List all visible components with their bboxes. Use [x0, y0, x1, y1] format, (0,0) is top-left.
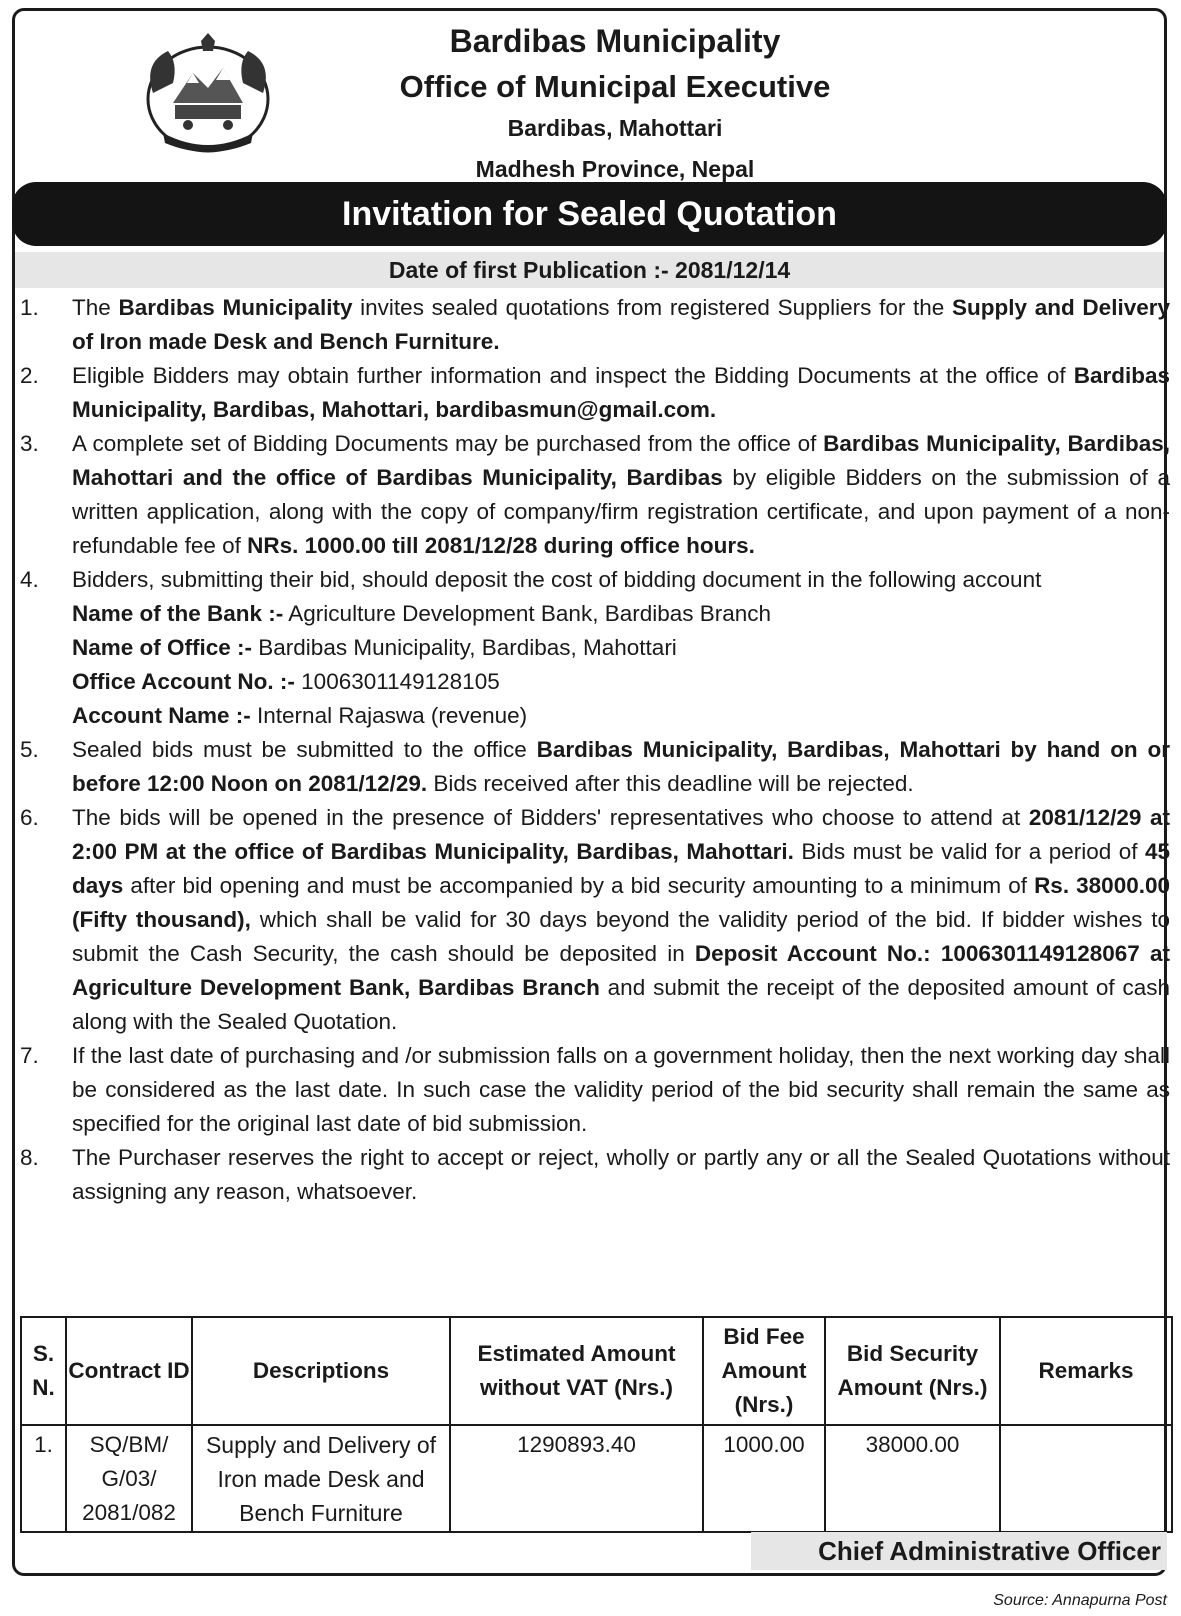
source-credit: Source: Annapurna Post	[993, 1592, 1167, 1609]
item-bold-text: Deposit Account No.: 1006301149128067 at Agriculture Development Bank, Bardibas Branch	[72, 941, 1170, 1000]
notice-title-banner: Invitation for Sealed Quotation	[12, 182, 1167, 246]
account-number-line	[72, 665, 1170, 699]
province-line: Madhesh Province, Nepal	[475, 156, 755, 182]
table-row	[21, 1425, 1172, 1532]
item-number: 2.	[20, 363, 39, 388]
office-name: Office of Municipal Executive	[399, 69, 831, 104]
notice-items	[20, 291, 1170, 1209]
item-text: after bid opening and must be accompanied by a bid security amounting to a minimum of	[123, 873, 1035, 898]
item-text: The Purchaser reserves the right to accept or reject, wholly or partly any or all the Sealed Quotations without assigning any reason, whatsoever.	[72, 1145, 1170, 1204]
list-item	[20, 1141, 1170, 1209]
account-name-label: Account Name :-	[72, 703, 251, 728]
list-item	[20, 563, 1170, 733]
cell-bid-fee: 1000.00	[703, 1425, 825, 1532]
account-name-value: Internal Rajaswa (revenue)	[250, 703, 528, 728]
cell-bid-security: 38000.00	[825, 1425, 1000, 1532]
col-header-descriptions: Descriptions	[192, 1317, 450, 1425]
bank-value: Agriculture Development Bank, Bardibas Branch	[283, 601, 772, 626]
item-text: A complete set of Bidding Documents may be purchased from the office of	[72, 431, 824, 456]
item-text: The	[72, 295, 119, 320]
cell-contract-id: SQ/BM/ G/03/ 2081/082	[66, 1425, 192, 1532]
nepal-government-emblem-icon	[133, 33, 283, 161]
col-header-sn: S. N.	[21, 1317, 66, 1425]
item-number: 4.	[20, 567, 39, 592]
list-item	[20, 1039, 1170, 1141]
item-number: 3.	[20, 431, 39, 456]
item-text: The bids will be opened in the presence of Bidders' representatives who choose to attend at	[72, 805, 1029, 830]
bank-name-line	[72, 597, 1170, 631]
table-header-row	[21, 1317, 1172, 1425]
office-address: Bardibas, Mahottari	[507, 115, 723, 141]
item-bold-text: Bardibas Municipality	[118, 295, 353, 320]
item-number: 6.	[20, 805, 39, 830]
list-item	[20, 427, 1170, 563]
cell-estimated-amount: 1290893.40	[450, 1425, 703, 1532]
col-header-remarks: Remarks	[1000, 1317, 1172, 1425]
publication-date: Date of first Publication :- 2081/12/14	[15, 252, 1164, 288]
item-bold-text: Supply and Delivery of Iron made Desk and Bench Furniture.	[72, 295, 1170, 354]
account-value: 1006301149128105	[294, 669, 500, 694]
list-item	[20, 359, 1170, 427]
item-text: invites sealed quotations from registered Suppliers for the	[352, 295, 953, 320]
item-text: and submit the receipt of the deposited amount of cash along with the Sealed Quotation.	[72, 975, 1170, 1034]
cell-remarks	[1000, 1425, 1172, 1532]
signatory-title: Chief Administrative Officer	[751, 1532, 1167, 1570]
item-text: Bidders, submitting their bid, should deposit the cost of bidding document in the following account	[72, 567, 1042, 592]
item-number: 7.	[20, 1043, 39, 1068]
office-value: Bardibas Municipality, Bardibas, Mahottari	[252, 635, 677, 660]
account-name-line	[72, 699, 1170, 733]
col-header-contract-id: Contract ID	[66, 1317, 192, 1425]
cell-sn: 1.	[21, 1425, 66, 1532]
quotation-table	[20, 1316, 1173, 1533]
col-header-bid-fee: Bid Fee Amount (Nrs.)	[703, 1317, 825, 1425]
list-item	[20, 801, 1170, 1039]
municipality-name: Bardibas Municipality	[449, 23, 781, 59]
item-number: 8.	[20, 1145, 39, 1170]
item-bold-text: Rs. 38000.00 (Fifty thousand),	[72, 873, 1170, 932]
item-bold-text: 2081/12/29 at 2:00 PM at the office of Bardibas Municipality, Bardibas, Mahottari.	[72, 805, 1170, 864]
item-bold-text: 45 days	[72, 839, 1170, 898]
item-text: Bids received after this deadline will be rejected.	[427, 771, 914, 796]
item-text: which shall be valid for 30 days beyond the validity period of the bid. If bidder wishes to submit the Cash Security, the cash should be deposited in	[72, 907, 1170, 966]
item-text: Bids must be valid for a period of	[793, 839, 1145, 864]
list-item	[20, 291, 1170, 359]
account-label: Office Account No. :-	[72, 669, 295, 694]
col-header-estimated-amount: Estimated Amount without VAT (Nrs.)	[450, 1317, 703, 1425]
item-number: 1.	[20, 295, 39, 320]
bank-label: Name of the Bank :-	[72, 601, 284, 626]
notice-header	[15, 11, 1164, 186]
col-header-bid-security: Bid Security Amount (Nrs.)	[825, 1317, 1000, 1425]
list-item	[20, 733, 1170, 801]
item-bold-text: Bardibas Municipality, Bardibas, Mahottari by hand on or before 12:00 Noon on 2081/12/29.	[72, 737, 1170, 796]
item-text: If the last date of purchasing and /or submission falls on a government holiday, then the next working day shall be considered as the last date. In such case the validity period of the bid security shall remain the same as specified for the original last date of bid submission.	[72, 1043, 1170, 1136]
item-bold-text: NRs. 1000.00 till 2081/12/28 during office hours.	[247, 533, 755, 558]
office-label: Name of Office :-	[72, 635, 253, 660]
cell-description: Supply and Delivery of Iron made Desk and Bench Furniture	[192, 1425, 450, 1532]
item-bold-text: Bardibas Municipality, Bardibas, Mahottari and the office of Bardibas Municipality, Bardibas	[72, 431, 1171, 490]
item-text: by eligible Bidders on the submission of a written application, along with the copy of company/firm registration certificate, and upon payment of a non-refundable fee of	[72, 465, 1170, 558]
item-number: 5.	[20, 737, 39, 762]
item-bold-text: Bardibas Municipality, Bardibas, Mahottari, bardibasmun@gmail.com.	[72, 363, 1170, 422]
item-text: Sealed bids must be submitted to the office	[72, 737, 537, 762]
item-text: Eligible Bidders may obtain further information and inspect the Bidding Documents at the office of	[72, 363, 1074, 388]
office-name-line	[72, 631, 1170, 665]
